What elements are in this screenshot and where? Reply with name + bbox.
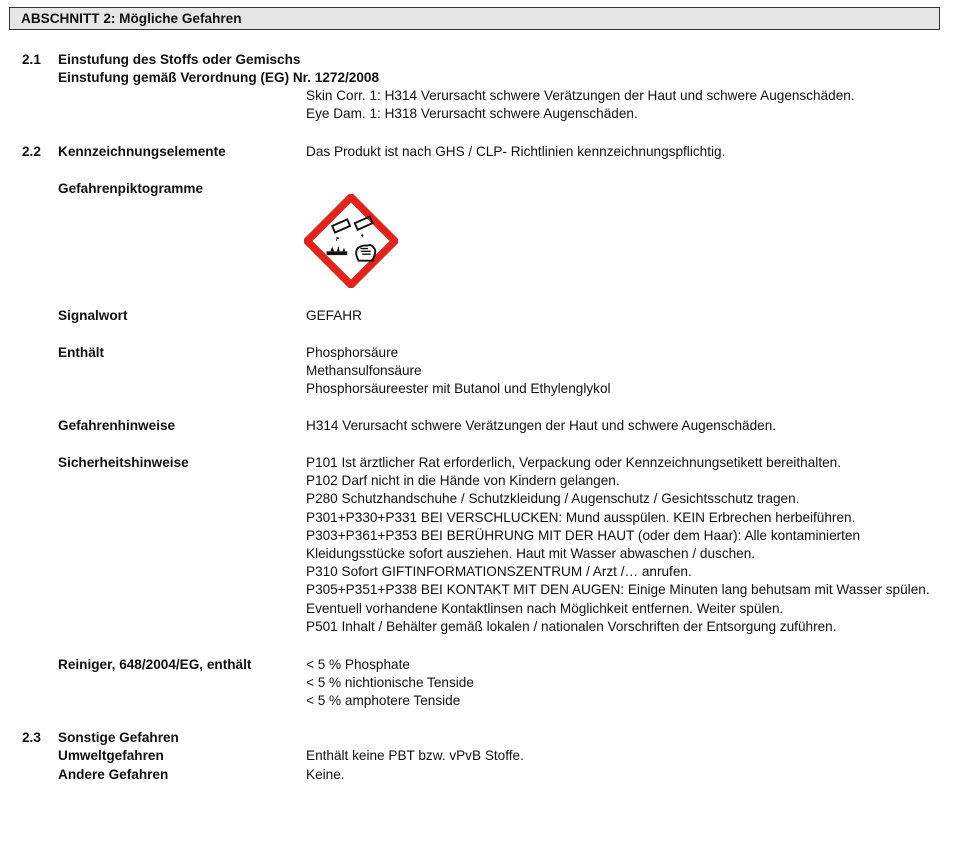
classification-regulation-label: Einstufung gemäß Verordnung (EG) Nr. 1272/2008 (58, 70, 380, 85)
list-item: P301+P330+P331 BEI VERSCHLUCKEN: Mund ausspülen. KEIN Erbrechen herbeiführen. (306, 509, 856, 525)
precautionary-list (306, 454, 930, 636)
list-item: P305+P351+P338 BEI KONTAKT MIT DEN AUGEN: Einige Minuten lang behutsam mit Wasser spülen. (306, 582, 930, 598)
contains-label: Enthält (58, 345, 105, 360)
list-item: < 5 % nichtionische Tenside (306, 675, 474, 691)
other-hazards-label: Andere Gefahren (58, 767, 169, 782)
ghs05-corrosion-icon (304, 194, 398, 288)
section-title-2-2: Kennzeichnungselemente (58, 144, 226, 159)
hazard-statements-label: Gefahrenhinweise (58, 418, 176, 433)
pictogram-label: Gefahrenpiktogramme (58, 181, 204, 196)
section-number-2-1: 2.1 (22, 52, 41, 67)
other-hazards-value: Keine. (306, 767, 345, 782)
signal-word-label: Signalwort (58, 308, 128, 323)
list-item: P501 Inhalt / Behälter gemäß lokalen / nationalen Vorschriften der Entsorgung zuführen. (306, 618, 837, 634)
section-title-2-3: Sonstige Gefahren (58, 730, 179, 745)
section-number-2-3: 2.3 (22, 730, 41, 745)
list-item: < 5 % Phosphate (306, 657, 410, 672)
list-item: P280 Schutzhandschuhe / Schutzkleidung / Augenschutz / Gesichtsschutz tragen. (306, 491, 800, 507)
list-item: P101 Ist ärztlicher Rat erforderlich, Verpackung oder Kennzeichnungsetikett bereithalten. (306, 455, 841, 470)
hazard-statement: H314 Verursacht schwere Verätzungen der Haut und schwere Augenschäden. (306, 418, 777, 433)
precautionary-statements-label: Sicherheitshinweise (58, 455, 189, 470)
classification-line: Eye Dam. 1: H318 Verursacht schwere Augenschäden. (306, 106, 638, 122)
list-item: P303+P361+P353 BEI BERÜHRUNG MIT DER HAUT (oder dem Haar): Alle kontaminierten (306, 527, 861, 543)
list-item: Eventuell vorhandene Kontaktlinsen nach Möglichkeit entfernen. Weiter spülen. (306, 600, 784, 616)
list-item: P310 Sofort GIFTINFORMATIONSZENTRUM / Arzt /… anrufen. (306, 564, 692, 580)
list-item: Methansulfonsäure (306, 363, 422, 379)
list-item: Phosphorsäure (306, 345, 399, 360)
section-title-2-1: Einstufung des Stoffs oder Gemischs (58, 52, 301, 67)
classification-line: Skin Corr. 1: H314 Verursacht schwere Verätzungen der Haut und schwere Augenschäden. (306, 88, 855, 103)
labelling-statement: Das Produkt ist nach GHS / CLP- Richtlinien kennzeichnungspflichtig. (306, 144, 726, 159)
classification-list (306, 87, 855, 123)
signal-word-value: GEFAHR (306, 308, 362, 323)
detergent-list (306, 656, 474, 711)
list-item: P102 Darf nicht in die Hände von Kindern gelangen. (306, 473, 620, 489)
contains-list (306, 344, 611, 399)
list-item: Phosphorsäureester mit Butanol und Ethylenglykol (306, 381, 611, 397)
list-item: Kleidungsstücke sofort ausziehen. Haut mit Wasser abwaschen / duschen. (306, 546, 756, 562)
environmental-hazards-label: Umweltgefahren (58, 748, 164, 763)
section-number-2-2: 2.2 (22, 144, 41, 159)
section-header: ABSCHNITT 2: Mögliche Gefahren (9, 7, 940, 30)
list-item: < 5 % amphotere Tenside (306, 693, 461, 709)
environmental-hazards-value: Enthält keine PBT bzw. vPvB Stoffe. (306, 748, 524, 763)
detergent-label: Reiniger, 648/2004/EG, enthält (58, 657, 252, 672)
